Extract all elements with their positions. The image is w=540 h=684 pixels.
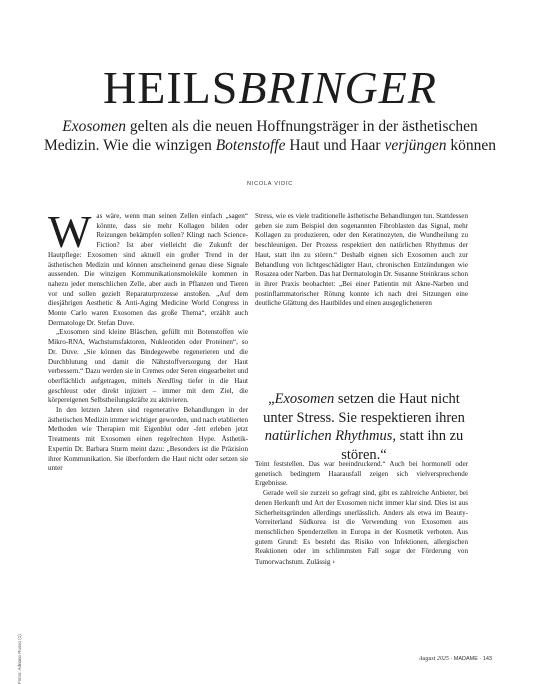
paragraph-text: Gerade weil sie zurzeit so gefragt sind, gibt es zahlreiche Anbieter, bei denen Herkunft und Art der Exosomen nicht immer klar sind. Dies ist aus Sicherheitsgründen allerdings unerlässlich. Anders als etwa im Beauty-Vorreiterland Südkorea ist die Verwendung von Exosomen aus menschlichen Spenderzellen in Europa in der Kosmetik verboten. Aus gutem Grund: Es besteht das Risiko von Infektionen, allergischen Reaktionen oder im schlimmsten Fall sogar der Förderung von Tumorwachstum. Zulässig (255, 489, 468, 567)
continue-arrow-icon[interactable]: › (332, 557, 336, 567)
paragraph-text: „Exosomen sind kleine Bläschen, gefüllt mit Botenstoffen wie Mikro-RNA, Wachstumsfaktoren, Nukleotiden oder Proteinen“, so Dr. Duve. „Sie können das Bindegewebe regenerieren und die Durchblutung und damit die Nährstoffversorgung der Haut verbessern.“ Dazu werden sie in Cremes oder Seren eingearbeitet und oberflächlich aufgetragen, mittels (48, 328, 248, 385)
lead-text-2: Haut und Haar (285, 137, 385, 154)
paragraph (48, 206, 248, 328)
column-right-top (255, 212, 468, 309)
paragraph: In den letzten Jahren sind regenerative Behandlungen in der ästhetischen Medizin immer wichtiger geworden, und nach etablierten Methoden wie Therapien mit Eigenblut oder -fett erleben jetzt Treatments mit Exosomen einen regelrechten Hype. Ästhetik-Expertin Dr. Barbara Sturm meint dazu: „Besonders ist die Präzision ihrer Kommunikation. Sie überfordern die Haut nicht oder setzen sie unter (48, 406, 248, 473)
footer-date: August 2025 (418, 656, 449, 662)
quote-mark: „ (268, 391, 275, 407)
page-number: 143 (482, 656, 492, 662)
paragraph: Teint feststellen. Das war beeindruckend.“ Auch bei hormonell oder genetisch bedingtem Haarausfall zeigen sich vielversprechende Ergebnisse. (255, 460, 468, 488)
quote-text: statt ihn zu stören.“ (341, 428, 464, 463)
photo-credit (17, 604, 28, 684)
photo-credit-text: Fotos: Adriano Russo (1) (17, 634, 22, 684)
paragraph (48, 328, 248, 406)
quote-text: setzen die Haut nicht unter Stress. Sie respektieren ihren (263, 391, 465, 426)
drop-cap: W (48, 206, 92, 257)
quote-italic: Exosomen (274, 391, 335, 407)
lead-italic-1: Exosomen (62, 118, 126, 135)
paragraph-text: tiefer in die Haut geschleust oder direkt injiziert – immer mit dem Ziel, die körpereigenen Selbstheilungskräfte zu aktivieren. (48, 376, 248, 405)
headline-part1: HEILS (103, 62, 239, 113)
page-footer (419, 656, 492, 662)
lead-text-1: gelten als die neuen Hoffnungsträger in der ästhetischen Medizin. Wie die winzigen (44, 118, 478, 154)
headline (0, 64, 540, 112)
footer-separator: · (477, 656, 483, 662)
headline-part2: BRINGER (238, 62, 437, 113)
lead-paragraph (40, 117, 500, 155)
column-left (48, 206, 248, 474)
byline-author: NICOLA VIDIC (247, 181, 293, 187)
paragraph: Stress, wie es viele traditionelle ästhetische Behandlungen tun. Stattdessen geben sie zum Beispiel den sogenannten Fibroblasten das Signal, mehr Kollagen zu produzieren, oder den Keratinozyten, die Wundheilung zu beschleunigen. Der Prozess respektiert den natürlichen Rhythmus der Haut, statt ihn zu stören.“ Deshalb eignen sich Exosomen auch zur Behandlung von lichtgeschädigter Haut, chronischen Entzündungen wie Rosazea oder Narben. Das hat Dermatologin Dr. Susanne Steinkraus schon in ihrer Praxis beobachtet: „Bei einer Patientin mit Akne-Narben und postinflammatorischer Rötung konnte ich nach drei Sitzungen eine deutliche Glättung des Hautbildes und einen ausgeglicheneren (255, 212, 468, 308)
paragraph (255, 489, 468, 568)
lead-text-3: können (446, 137, 496, 154)
paragraph-italic: Needling (156, 376, 183, 385)
lead-italic-2: Botenstoffe (215, 137, 286, 154)
quote-italic: natürlichen Rhythmus, (264, 428, 397, 444)
paragraph-text: as wäre, wenn man seinen Zellen einfach „sagen“ könnte, dass sie mehr Kollagen bilden oder Reizungen bekämpfen sollen? Klingt nach Science-Fiction? Ist aber vielleicht die Zukunft der Hautpflege: Exosomen sind aktuell ein großer Trend in der ästhetischen Medizin und können anscheinend genau diese Signale aussenden. Die winzigen Kommunikationsmoleküle kommen in nahezu jeder menschlichen Zelle, aber auch in Pflanzen und Tieren vor und sollen gezielt Reparaturprozesse anstoßen. „Auf dem diesjährigen Aesthetic & Anti-Aging Medicine World Congress in Monte Carlo waren Exosomen das große Thema“, erzählt auch Dermatologe Dr. Stefan Duve. (48, 212, 248, 327)
pull-quote (258, 386, 470, 468)
footer-separator: · (448, 656, 454, 662)
lead-italic-3: verjüngen (384, 137, 447, 154)
footer-magazine: MADAME (453, 656, 478, 662)
column-right-bottom (255, 460, 468, 568)
